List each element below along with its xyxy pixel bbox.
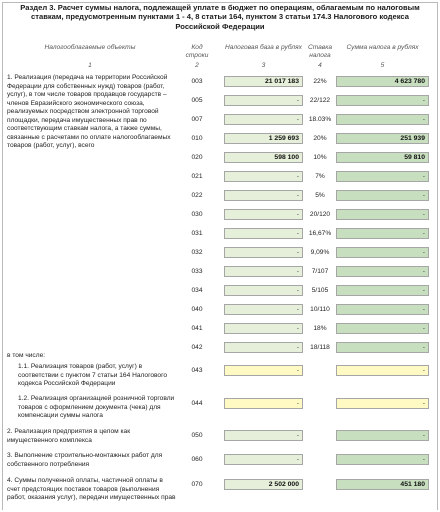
tax-base-field[interactable]: - <box>224 454 303 465</box>
col-header-rate: Ставка налога <box>307 44 333 59</box>
tax-amount-field[interactable]: - <box>336 454 429 465</box>
row-description-1-1: 1.1. Реализация товаров (работ, услуг) в соответствии с пунктом 7 статьи 164 Налогового кодекса Российской Федерации <box>18 363 168 387</box>
tax-base-field[interactable]: - <box>224 323 303 334</box>
col-number-3: 3 <box>261 62 266 69</box>
tax-base-field[interactable]: - <box>224 365 303 376</box>
col-header-objects: Налогооблагаемые объекты <box>44 44 136 51</box>
tax-amount-field[interactable]: - <box>336 228 429 239</box>
row-description-4: 4. Суммы полученной оплаты, частичной оплаты в счет предстоящих поставок товаров (выполнения работ, оказания услуг), передачи имущественных прав <box>7 477 176 501</box>
tax-base-field[interactable]: - <box>224 247 303 258</box>
tax-rate: 16,67% <box>308 230 332 237</box>
col-header-code: Код строки <box>185 44 209 59</box>
tax-rate: 10% <box>313 154 327 161</box>
col-number-4: 4 <box>318 62 322 69</box>
row-code: 005 <box>191 97 203 104</box>
row-description-including: в том числе: <box>7 352 46 359</box>
row-code: 060 <box>191 456 203 463</box>
col-header-base: Налоговая база в рублях <box>225 44 302 51</box>
tax-base-field[interactable]: - <box>224 171 303 182</box>
tax-base-field[interactable]: - <box>224 114 303 125</box>
row-code: 021 <box>191 173 203 180</box>
row-code: 033 <box>191 268 203 275</box>
tax-base-field[interactable]: 2 502 000 <box>224 479 303 490</box>
tax-rate: 5% <box>315 192 325 199</box>
tax-amount-field[interactable]: - <box>336 95 429 106</box>
tax-base-field[interactable]: - <box>224 209 303 220</box>
tax-amount-field[interactable]: - <box>336 285 429 296</box>
row-description-3: 3. Выполнение строительно-монтажных работ для собственного потребления <box>7 452 163 468</box>
col-number-1: 1 <box>88 62 92 69</box>
row-code: 020 <box>191 154 203 161</box>
tax-rate: 18/118 <box>310 344 330 351</box>
tax-rate: 5/105 <box>311 287 329 294</box>
tax-base-field[interactable]: - <box>224 304 303 315</box>
tax-rate: 7/107 <box>311 268 329 275</box>
row-description-1-2: 1.2. Реализация организацией розничной торговли товаров с оформлением документа (чека) для компенсации суммы налога <box>18 395 175 419</box>
row-code: 030 <box>191 211 203 218</box>
row-code: 044 <box>191 400 203 407</box>
tax-amount-field[interactable]: - <box>336 266 429 277</box>
row-code: 041 <box>191 325 203 332</box>
tax-amount-field[interactable]: 451 180 <box>336 479 429 490</box>
tax-amount-field[interactable]: - <box>336 323 429 334</box>
row-code: 007 <box>191 116 203 123</box>
row-code: 010 <box>191 135 203 142</box>
tax-rate: 18.03% <box>308 116 332 123</box>
tax-rate: 22% <box>313 78 327 85</box>
tax-amount-field[interactable]: - <box>336 247 429 258</box>
tax-amount-field[interactable]: 59 810 <box>336 152 429 163</box>
tax-amount-field[interactable]: - <box>336 190 429 201</box>
section-title: Раздел 3. Расчет суммы налога, подлежащей уплате в бюджет по операциям, облагаемым по налоговым ставкам, предусмотренным пунктами 1 - 4, 8 статьи 164, пунктом 3 статьи 174.3 Налогового кодекса Российской Федерации <box>20 3 420 31</box>
row-code: 031 <box>191 230 203 237</box>
tax-amount-field[interactable]: - <box>336 209 429 220</box>
tax-amount-field[interactable]: - <box>336 430 429 441</box>
tax-rate: 20% <box>313 135 327 142</box>
row-code: 034 <box>191 287 203 294</box>
tax-amount-field[interactable]: 4 623 780 <box>336 76 429 87</box>
tax-base-field[interactable]: - <box>224 266 303 277</box>
tax-amount-field[interactable]: - <box>336 365 429 376</box>
row-code: 003 <box>191 78 203 85</box>
tax-rate: 10/110 <box>310 306 330 313</box>
col-number-5: 5 <box>380 62 385 69</box>
row-code: 032 <box>191 249 203 256</box>
tax-rate: 7% <box>315 173 325 180</box>
tax-base-field[interactable]: - <box>224 228 303 239</box>
tax-base-field[interactable]: 598 100 <box>224 152 303 163</box>
row-code: 050 <box>191 432 203 439</box>
tax-amount-field[interactable]: - <box>336 114 429 125</box>
tax-amount-field[interactable]: - <box>336 398 429 409</box>
tax-base-field[interactable]: 21 017 183 <box>224 76 303 87</box>
tax-rate: 18% <box>313 325 327 332</box>
col-number-2: 2 <box>195 62 199 69</box>
tax-base-field[interactable]: - <box>224 430 303 441</box>
row-description-1: 1. Реализация (передача на территории Российской Федерации для собственных нужд) товаров (работ, услуг), в том числе товаров продавцов государств – членов Евразийского экономического союза, реализуемых посредством электронной торговой площадки, передача имущественных прав по соответствующим ставкам налога, а также суммы, связанные с расчетами по оплате налогооблагаемых товаров (работ, услуг), всего <box>7 74 171 149</box>
tax-base-field[interactable]: - <box>224 190 303 201</box>
tax-base-field[interactable]: - <box>224 95 303 106</box>
row-code: 043 <box>191 367 203 374</box>
row-code: 042 <box>191 344 203 351</box>
row-code: 040 <box>191 306 203 313</box>
tax-amount-field[interactable]: - <box>336 304 429 315</box>
tax-amount-field[interactable]: - <box>336 171 429 182</box>
row-code: 022 <box>191 192 203 199</box>
col-header-tax: Сумма налога в рублях <box>346 44 419 51</box>
tax-base-field[interactable]: 1 259 693 <box>224 133 303 144</box>
tax-amount-field[interactable]: - <box>336 342 429 353</box>
row-code: 070 <box>191 481 203 488</box>
tax-rate: 22/122 <box>309 97 331 104</box>
tax-rate: 9,09% <box>310 249 330 256</box>
row-description-2: 2. Реализация предприятия в целом как имущественного комплекса <box>7 428 131 444</box>
tax-base-field[interactable]: - <box>224 342 303 353</box>
tax-amount-field[interactable]: 251 939 <box>336 133 429 144</box>
tax-base-field[interactable]: - <box>224 285 303 296</box>
tax-rate: 20/120 <box>309 211 331 218</box>
tax-base-field[interactable]: - <box>224 398 303 409</box>
